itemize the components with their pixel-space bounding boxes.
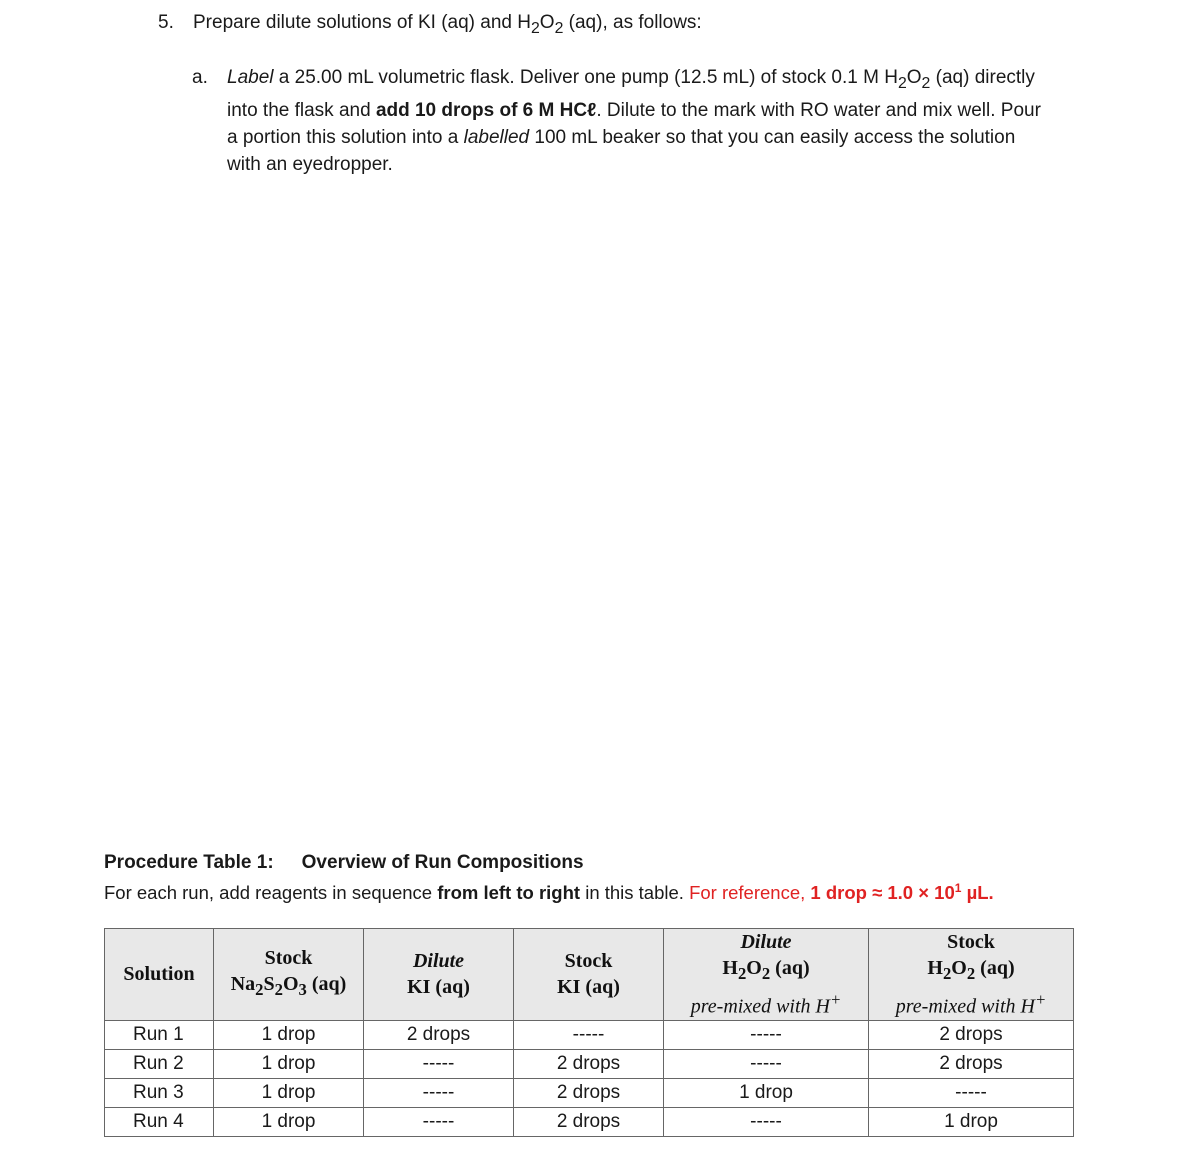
run-label: Run 3 — [105, 1078, 214, 1107]
table-row — [105, 1078, 1074, 1107]
table-cell: 1 drop — [214, 1078, 364, 1107]
table-cell: 1 drop — [214, 1020, 364, 1049]
table-cell: 1 drop — [869, 1107, 1074, 1136]
table-cell: ----- — [514, 1020, 664, 1049]
table-note: For each run, add reagents in sequence from left to right in this table. For reference, 1 drop ≈ $1.0 \times 10^1$ µL. — [104, 881, 994, 904]
table-row — [105, 1020, 1074, 1049]
header-stock-h2o2: Stock $H_2O_2$ (aq) pre-mixed with H+ — [869, 929, 1074, 1021]
table-cell: 2 drops — [514, 1107, 664, 1136]
table-cell: ----- — [869, 1078, 1074, 1107]
run-compositions-table — [104, 928, 1074, 1137]
table-cell: ----- — [664, 1049, 869, 1078]
run-label: Run 4 — [105, 1107, 214, 1136]
table-row — [105, 1049, 1074, 1078]
table-cell: 1 drop — [664, 1078, 869, 1107]
table-cell: ----- — [364, 1107, 514, 1136]
step-heading — [158, 10, 702, 42]
table-cell: 2 drops — [869, 1020, 1074, 1049]
substep-instructions: Label a 25.00 mL volumetric flask. Deliver one pump (12.5 mL) of stock 0.1 M $H_2O_2$ (aq) directly into the flask and add 10 drops of 6 M HCℓ. Dilute to the mark with RO water and mix well. Pour a portion this solution into a labelled 100 mL beaker so that you can easily access the solution with an eyedropper. — [227, 67, 1041, 175]
run-label: Run 1 — [105, 1020, 214, 1049]
header-stock-ki: Stock KI (aq) — [514, 929, 664, 1021]
table-cell: ----- — [664, 1020, 869, 1049]
table-caption: Overview of Run Compositions — [301, 852, 584, 873]
header-dilute-ki: Dilute KI (aq) — [364, 929, 514, 1021]
table-cell: 2 drops — [364, 1020, 514, 1049]
table-cell: 2 drops — [514, 1049, 664, 1078]
substep-letter: a. — [192, 67, 208, 88]
header-stock-thiosulfate: Stock $Na_2S_2O_3$ (aq) — [214, 929, 364, 1021]
header-dilute-h2o2: Dilute $H_2O_2$ (aq) pre-mixed with H+ — [664, 929, 869, 1021]
table-cell: ----- — [364, 1049, 514, 1078]
table-cell: 1 drop — [214, 1049, 364, 1078]
substep-a — [192, 64, 1052, 178]
table-cell: 1 drop — [214, 1107, 364, 1136]
table-label: Procedure Table 1: — [104, 852, 274, 873]
step-number: 5. — [158, 12, 174, 33]
run-label: Run 2 — [105, 1049, 214, 1078]
table-header-row — [105, 929, 1074, 1021]
acid-instruction: add 10 drops of 6 M HCℓ — [375, 99, 597, 121]
table-cell: ----- — [664, 1107, 869, 1136]
table-cell: 2 drops — [869, 1049, 1074, 1078]
drop-reference: For reference, 1 drop ≈ $1.0 \times 10^1$ µL. — [689, 881, 994, 904]
table-cell: ----- — [364, 1078, 514, 1107]
step-text: Prepare dilute solutions of KI (aq) and $H_2O_2$ (aq), as follows: — [193, 12, 702, 37]
table-row — [105, 1107, 1074, 1136]
table-cell: 2 drops — [514, 1078, 664, 1107]
table-title — [104, 852, 584, 874]
header-solution: Solution — [105, 929, 214, 1021]
